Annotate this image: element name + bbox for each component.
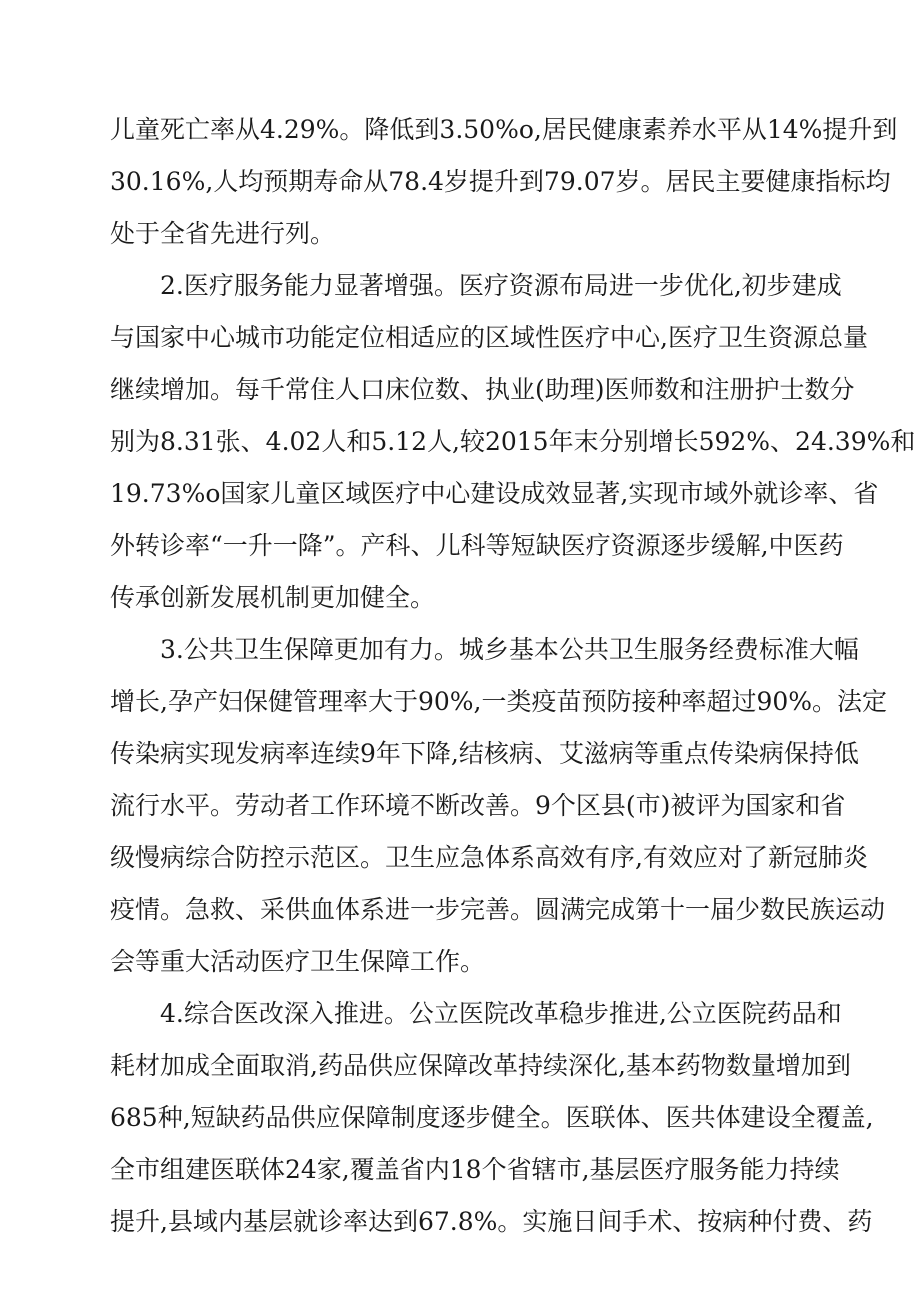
text-line: 19.73%o国家儿童区域医疗中心建设成效显著,实现市域外就诊率、省 xyxy=(110,479,879,508)
text-line: 疫情。急救、采供血体系进一步完善。圆满完成第十一届少数民族运动 xyxy=(110,895,886,924)
text-line: 儿童死亡率从4.29%。降低到3.50%o,居民健康素养水平从14%提升到 xyxy=(110,115,898,144)
text-line: 传承创新发展机制更加健全。 xyxy=(110,583,436,612)
text-line: 耗材加成全面取消,药品供应保障改革持续深化,基本药物数量增加到 xyxy=(110,1051,851,1080)
text-line: 30.16%,人均预期寿命从78.4岁提升到79.07岁。居民主要健康指标均 xyxy=(110,167,891,196)
text-line: 传染病实现发病率连续9年下降,结核病、艾滋病等重点传染病保持低 xyxy=(110,739,859,768)
text-line: 增长,孕产妇保健管理率大于90%,一类疫苗预防接种率超过90%。法定 xyxy=(110,687,888,716)
text-line: 4.综合医改深入推进。公立医院改革稳步推进,公立医院药品和 xyxy=(160,999,842,1028)
text-line: 外转诊率“一升一降”。产科、儿科等短缺医疗资源逐步缓解,中医药 xyxy=(110,531,844,560)
text-line: 处于全省先进行列。 xyxy=(110,219,336,248)
text-line: 会等重大活动医疗卫生保障工作。 xyxy=(110,947,486,976)
text-line: 继续增加。每千常住人口床位数、执业(助理)医师数和注册护士数分 xyxy=(110,375,855,404)
text-line: 流行水平。劳动者工作环境不断改善。9个区县(市)被评为国家和省 xyxy=(110,791,846,820)
text-line: 级慢病综合防控示范区。卫生应急体系高效有序,有效应对了新冠肺炎 xyxy=(110,843,868,872)
text-line: 3.公共卫生保障更加有力。城乡基本公共卫生服务经费标准大幅 xyxy=(160,635,859,664)
text-line: 提升,县域内基层就诊率达到67.8%。实施日间手术、按病种付费、药 xyxy=(110,1207,873,1236)
text-line: 全市组建医联体24家,覆盖省内18个省辖市,基层医疗服务能力持续 xyxy=(110,1155,840,1184)
text-line: 2.医疗服务能力显著增强。医疗资源布局进一步优化,初步建成 xyxy=(160,271,842,300)
text-line: 与国家中心城市功能定位相适应的区域性医疗中心,医疗卫生资源总量 xyxy=(110,323,868,352)
text-line: 别为8.31张、4.02人和5.12人,较2015年末分别增长592%、24.39%和 xyxy=(110,427,916,456)
text-line: 685种,短缺药品供应保障制度逐步健全。医联体、医共体建设全覆盖, xyxy=(110,1103,874,1132)
